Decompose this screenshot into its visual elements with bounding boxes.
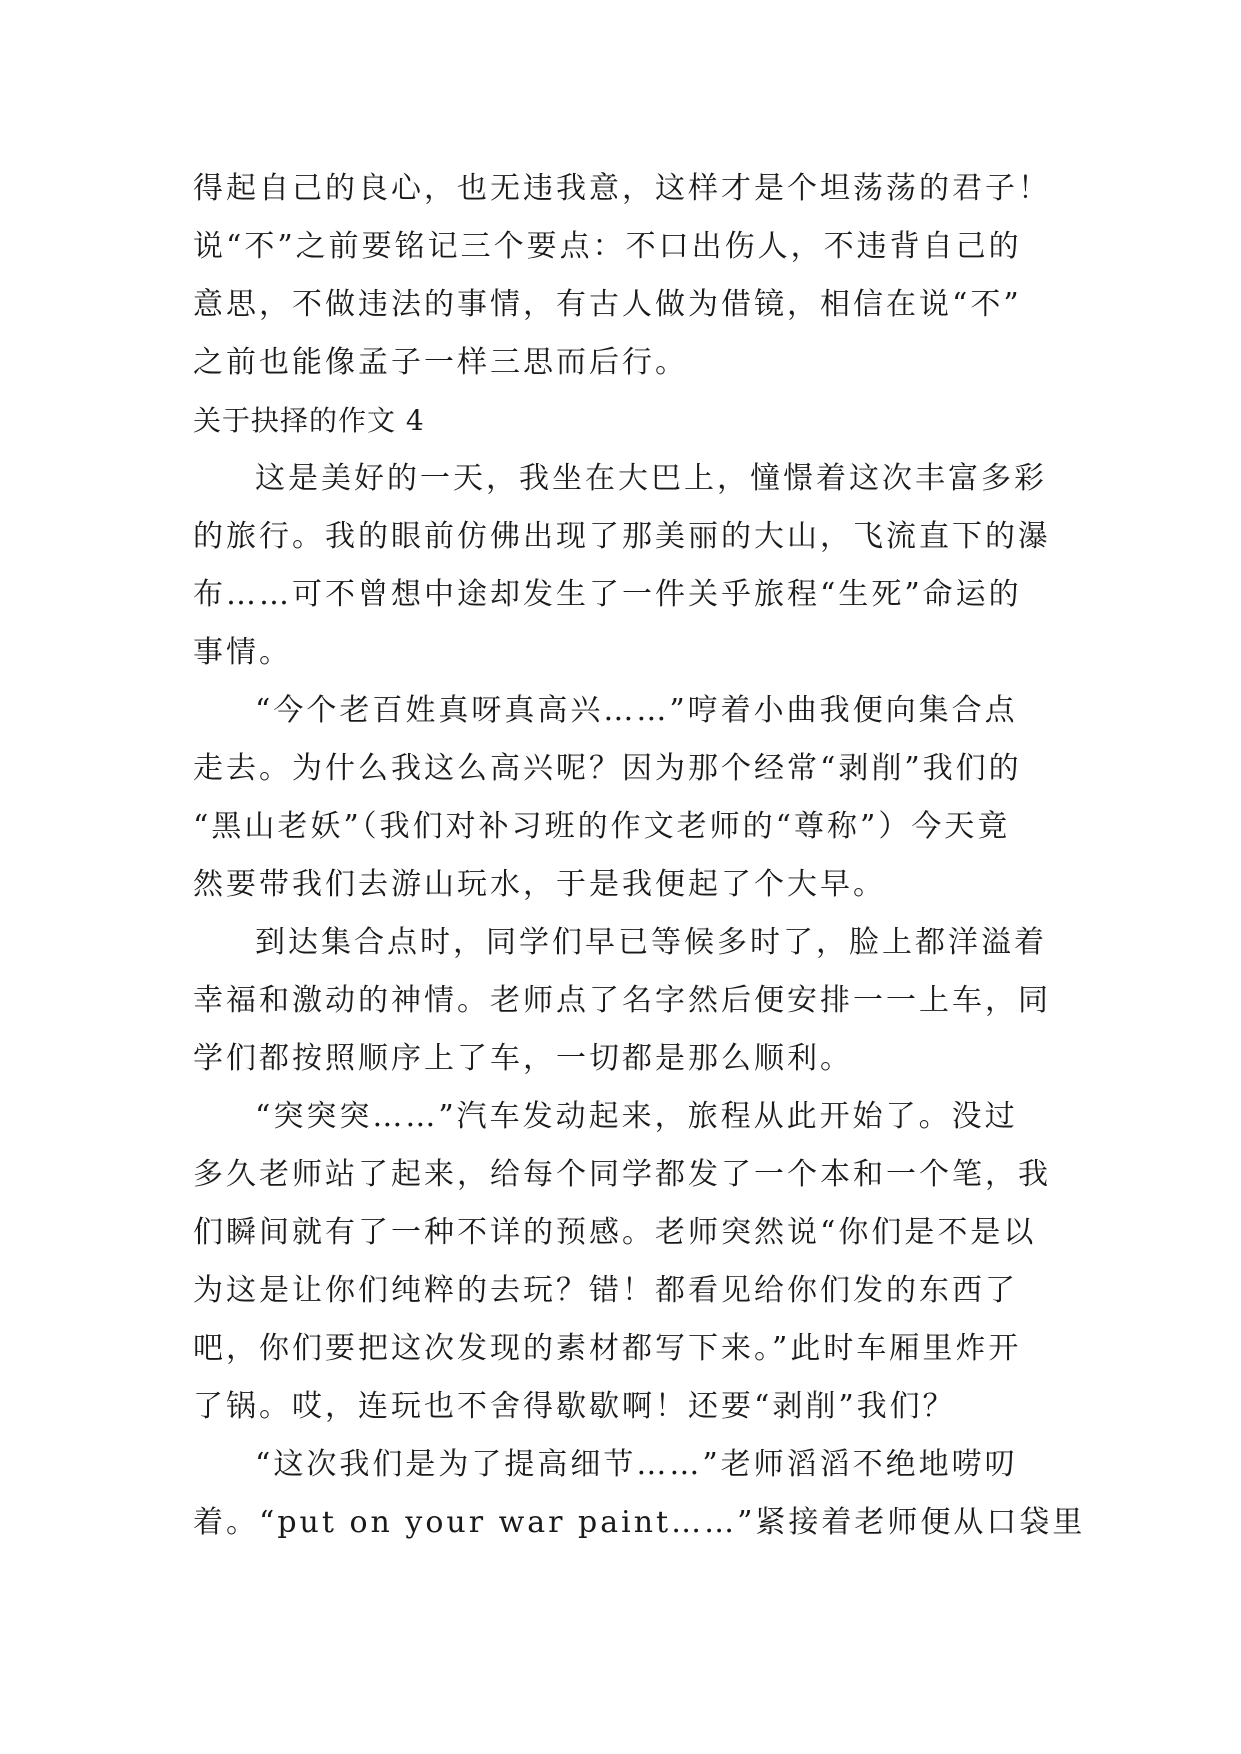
text-line: 说“不”之前要铭记三个要点：不口出伤人，不违背自己的 <box>193 229 1022 264</box>
text-line: 多久老师站了起来，给每个同学都发了一个本和一个笔，我 <box>193 1157 1051 1192</box>
text-line: 这是美好的一天，我坐在大巴上，憧憬着这次丰富多彩 <box>255 461 1047 496</box>
text-line: “突突突……”汽车发动起来，旅程从此开始了。没过 <box>255 1099 1018 1134</box>
text-line: 事情。 <box>193 635 292 670</box>
text-line: 走去。为什么我这么高兴呢？因为那个经常“剥削”我们的 <box>193 751 1022 786</box>
document-body <box>193 160 1086 1552</box>
text-line: 然要带我们去游山玩水，于是我便起了个大早。 <box>193 867 886 902</box>
text-line: 布……可不曾想中途却发生了一件关乎旅程“生死”命运的 <box>193 577 1022 612</box>
text-line: “这次我们是为了提高细节……”老师滔滔不绝地唠叨 <box>255 1447 1018 1482</box>
text-line: 到达集合点时，同学们早已等候多时了，脸上都洋溢着 <box>255 925 1047 960</box>
text-line: 吧，你们要把这次发现的素材都写下来。”此时车厢里炸开 <box>193 1331 1022 1366</box>
text-line: 幸福和激动的神情。老师点了名字然后便安排一一上车，同 <box>193 983 1051 1018</box>
text-line: 学们都按照顺序上了车，一切都是那么顺利。 <box>193 1041 853 1076</box>
text-line: “黑山老妖”（我们对补习班的作文老师的“尊称”）今天竟 <box>193 809 1011 844</box>
text-line: 为这是让你们纯粹的去玩？错！都看见给你们发的东西了 <box>193 1273 1018 1308</box>
text-line: 的旅行。我的眼前仿佛出现了那美丽的大山，飞流直下的瀑 <box>193 519 1051 554</box>
text-line: 得起自己的良心，也无违我意，这样才是个坦荡荡的君子！ <box>193 171 1051 206</box>
text-line: 之前也能像孟子一样三思而后行。 <box>193 345 688 380</box>
section-heading: 关于抉择的作文 4 <box>193 404 425 437</box>
text-line: 们瞬间就有了一种不详的预感。老师突然说“你们是不是以 <box>193 1215 1037 1250</box>
text-line: 意思，不做违法的事情，有古人做为借镜，相信在说“不” <box>193 287 1022 322</box>
text-line: “今个老百姓真呀真高兴……”哼着小曲我便向集合点 <box>255 693 1018 728</box>
text-line: 着。“put on your war paint……”紧接着老师便从口袋里 <box>193 1505 1086 1540</box>
text-line: 了锅。哎，连玩也不舍得歇歇啊！还要“剥削”我们？ <box>193 1389 956 1424</box>
